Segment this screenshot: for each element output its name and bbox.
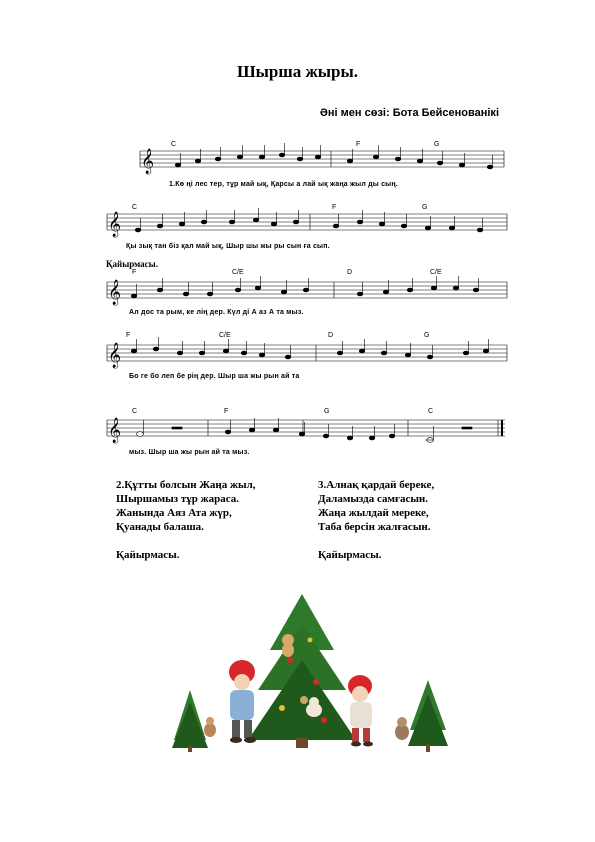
chord-symbol: F xyxy=(332,204,337,211)
chord-symbol: C/E xyxy=(232,269,244,276)
christmas-tree-illustration xyxy=(170,590,450,755)
verse-line: Даламызда самғасын. xyxy=(318,493,429,505)
verse-line: Таба берсін жалғасын. xyxy=(318,521,431,533)
verse-line: Жанында Аяз Ата жүр, xyxy=(116,507,232,519)
lyrics-line-1: 1.Кө ңі лес тер, тұр май ық, Қарсы а лай ық жаңа жыл ды сың. xyxy=(169,181,398,188)
chord-symbol: F xyxy=(356,141,361,148)
song-title: Шырша жыры. xyxy=(236,62,359,81)
treble-clef-icon: 𝄞 xyxy=(108,280,122,305)
staff-system-1 xyxy=(140,151,504,167)
chord-symbol: F xyxy=(224,408,229,415)
verse-line: Қуанады балаша. xyxy=(116,521,204,533)
staff-system-2 xyxy=(107,214,507,230)
chord-symbol: G xyxy=(422,204,428,211)
lyrics-line-2: Қы зық тан біз қал май ық, Шыр шы жы ры сын ға сып. xyxy=(126,243,330,250)
chord-symbol: D xyxy=(328,332,334,339)
verse-line: 3.Алнақ қардай береке, xyxy=(318,479,435,491)
verse-line: Жаңа жылдай мереке, xyxy=(318,507,429,519)
notes-system-2 xyxy=(135,208,483,232)
chord-symbol: F xyxy=(126,332,131,339)
chord-symbol: F xyxy=(132,269,137,276)
small-tree-right-icon xyxy=(408,680,448,752)
notes-system-4 xyxy=(131,337,489,359)
treble-clef-icon: 𝄞 xyxy=(108,418,122,443)
verse-2 xyxy=(116,478,256,562)
verse-line: Шыршамыз тұр жараса. xyxy=(116,493,239,505)
chord-symbol: C xyxy=(171,141,177,148)
lyrics-line-3: Ал дос та рым, ке лің дер. Күл ді А аз А та мыз. xyxy=(129,309,304,316)
chord-symbol: C xyxy=(428,408,434,415)
chord-symbol: G xyxy=(424,332,430,339)
verse-refrain: Қайырмасы. xyxy=(116,549,180,561)
notes-system-5 xyxy=(137,418,472,442)
chord-symbol: D xyxy=(347,269,353,276)
raccoon-icon xyxy=(395,717,409,740)
chord-symbol: C xyxy=(132,204,138,211)
notes-system-3 xyxy=(131,276,479,298)
staff-system-4 xyxy=(107,345,507,361)
treble-clef-icon: 𝄞 xyxy=(108,212,122,237)
chorus-label: Қайырмасы. xyxy=(106,259,158,269)
verse-line: 2.Құтты болсын Жаңа жыл, xyxy=(116,479,256,491)
chord-symbol: C/E xyxy=(219,332,231,339)
chord-symbol: G xyxy=(434,141,440,148)
verse-refrain: Қайырмасы. xyxy=(318,549,382,561)
staff-system-5 xyxy=(107,420,505,436)
verse-3 xyxy=(318,478,434,562)
treble-clef-icon: 𝄞 xyxy=(141,149,155,174)
author-credit: Әні мен сөзі: Бота Бейсенованікі xyxy=(319,107,499,119)
squirrel-icon xyxy=(204,717,216,737)
treble-clef-icon: 𝄞 xyxy=(108,343,122,368)
lyrics-line-5: мыз. Шыр ша жы рын ай та мыз. xyxy=(129,449,250,456)
cat-icon xyxy=(282,634,294,657)
chord-symbol: C xyxy=(132,408,138,415)
small-tree-left-icon xyxy=(172,690,208,752)
child-left-icon xyxy=(229,660,256,743)
notes-system-1 xyxy=(175,143,493,169)
lyrics-line-4: Бо ге бо леп бе рің дер. Шыр ша жы рын ай та xyxy=(129,373,300,380)
main-tree-icon xyxy=(248,594,356,748)
chord-symbol: G xyxy=(324,408,330,415)
chord-symbol: C/E xyxy=(430,269,442,276)
